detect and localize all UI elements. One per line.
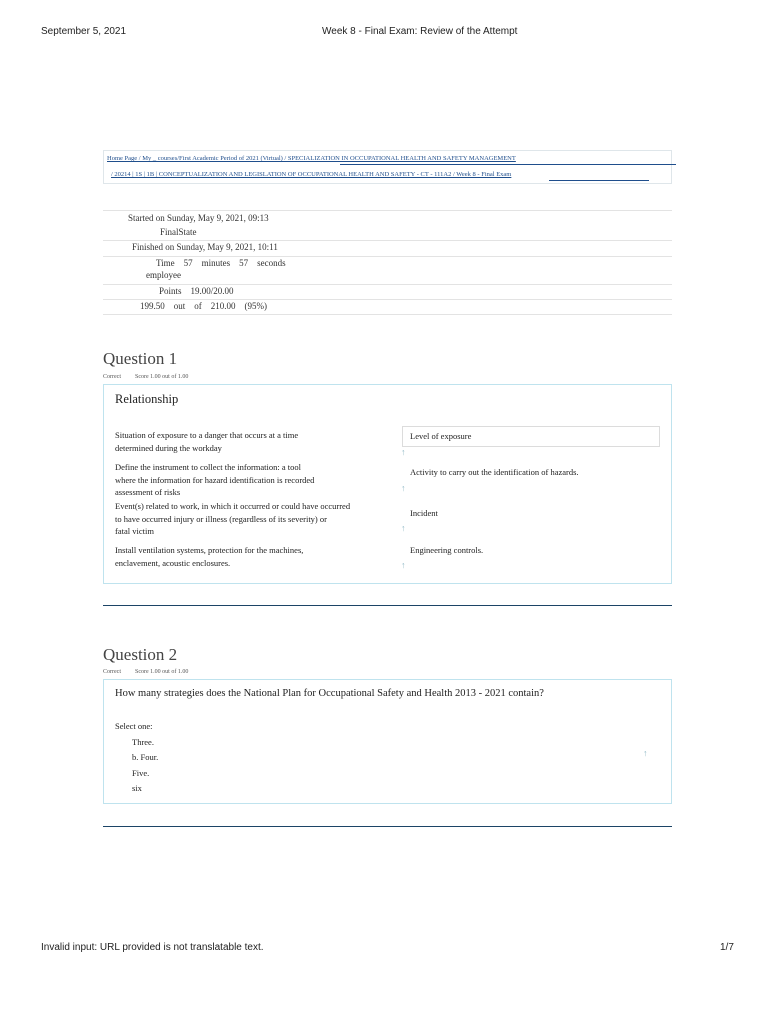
match-stem-2: Define the instrument to collect the information: a tool where the information for hazard identification is recorded assessment of risks <box>115 462 315 497</box>
breadcrumb-underline <box>549 180 649 181</box>
points-text: Points 19.00/20.00 <box>159 286 234 296</box>
question-1-status: Correct <box>103 374 121 380</box>
question-2-status: Correct <box>103 669 121 675</box>
breadcrumb-underline <box>340 164 676 165</box>
print-date: September 5, 2021 <box>41 26 127 37</box>
question-2-meta <box>103 669 202 675</box>
footer-note: Invalid input: URL provided is not translatable text. <box>41 942 264 953</box>
question-2-box <box>103 679 672 804</box>
print-title: Week 8 - Final Exam: Review of the Attempt <box>322 26 518 37</box>
attempt-summary <box>103 210 672 315</box>
time-unit-text: employee <box>146 270 181 280</box>
match-stem-1: Situation of exposure to a danger that occurs at a time determined during the workday <box>115 430 299 453</box>
match-stem-3: Event(s) related to work, in which it occurred or could have occurred to have occurred injury or illness (regardless of its severity) or fatal victim <box>115 501 351 536</box>
match-answer-1: Level of exposure <box>410 431 472 441</box>
time-text: Time 57 minutes 57 seconds <box>156 258 286 268</box>
question-1-heading: Relationship <box>115 392 179 406</box>
correct-mark-icon: ↑ <box>401 447 406 457</box>
question-2-text: How many strategies does the National Plan for Occupational Safety and Health 2013 - 2021 contain? <box>115 688 544 699</box>
match-answer-3[interactable]: Incident <box>410 508 438 518</box>
state-text: FinalState <box>160 227 197 237</box>
question-2-title: Question 2 <box>103 645 178 664</box>
question-1-meta <box>103 374 202 380</box>
summary-row-started <box>103 210 672 226</box>
question-1-box <box>103 384 672 584</box>
breadcrumb-link-line2[interactable]: / 20214 | 1S | 1B | CONCEPTUALIZATION AND LEGISLATION OF OCCUPATIONAL HEALTH AND SAFETY - CT - 111A2 / Week 8 - Final Exam <box>111 171 512 178</box>
grade-text: 199.50 out of 210.00 (95%) <box>140 301 267 311</box>
question-2-score: Score 1.00 out of 1.00 <box>135 669 189 675</box>
option-six[interactable]: six <box>132 783 142 793</box>
option-four[interactable]: b. Four. <box>132 752 159 762</box>
summary-row-time <box>103 256 672 284</box>
question-1-score: Score 1.00 out of 1.00 <box>135 374 189 380</box>
match-answer-2[interactable]: Activity to carry out the identification of hazards. <box>410 467 579 477</box>
question-1-title: Question 1 <box>103 349 178 368</box>
correct-mark-icon: ↑ <box>401 523 406 533</box>
option-three[interactable]: Three. <box>132 737 154 747</box>
summary-row-points <box>103 284 672 299</box>
correct-mark-icon: ↑ <box>401 560 406 570</box>
summary-row-grade <box>103 299 672 315</box>
summary-row-finished <box>103 240 672 256</box>
correct-mark-icon: ↑ <box>401 483 406 493</box>
page-number: 1/7 <box>720 942 734 953</box>
finished-text: Finished on Sunday, May 9, 2021, 10:11 <box>132 242 278 252</box>
summary-row-state <box>103 226 672 240</box>
select-one-label: Select one: <box>115 721 153 731</box>
match-select-1[interactable] <box>402 426 660 447</box>
breadcrumb-link-line1[interactable]: Home Page / My _ courses/First Academic Period of 2021 (Virtual) / SPECIALIZATION IN OCCUPATIONAL HEALTH AND SAFETY MANAGEMENT <box>107 155 516 162</box>
match-answer-4[interactable]: Engineering controls. <box>410 545 484 555</box>
question-divider <box>103 826 672 827</box>
breadcrumb <box>103 150 672 184</box>
match-stem-4: Install ventilation systems, protection for the machines, enclavement, acoustic enclosures. <box>115 545 304 568</box>
started-text: Started on Sunday, May 9, 2021, 09:13 <box>128 213 269 223</box>
correct-mark-icon: ↑ <box>643 748 648 758</box>
question-divider <box>103 605 672 606</box>
option-five[interactable]: Five. <box>132 768 150 778</box>
